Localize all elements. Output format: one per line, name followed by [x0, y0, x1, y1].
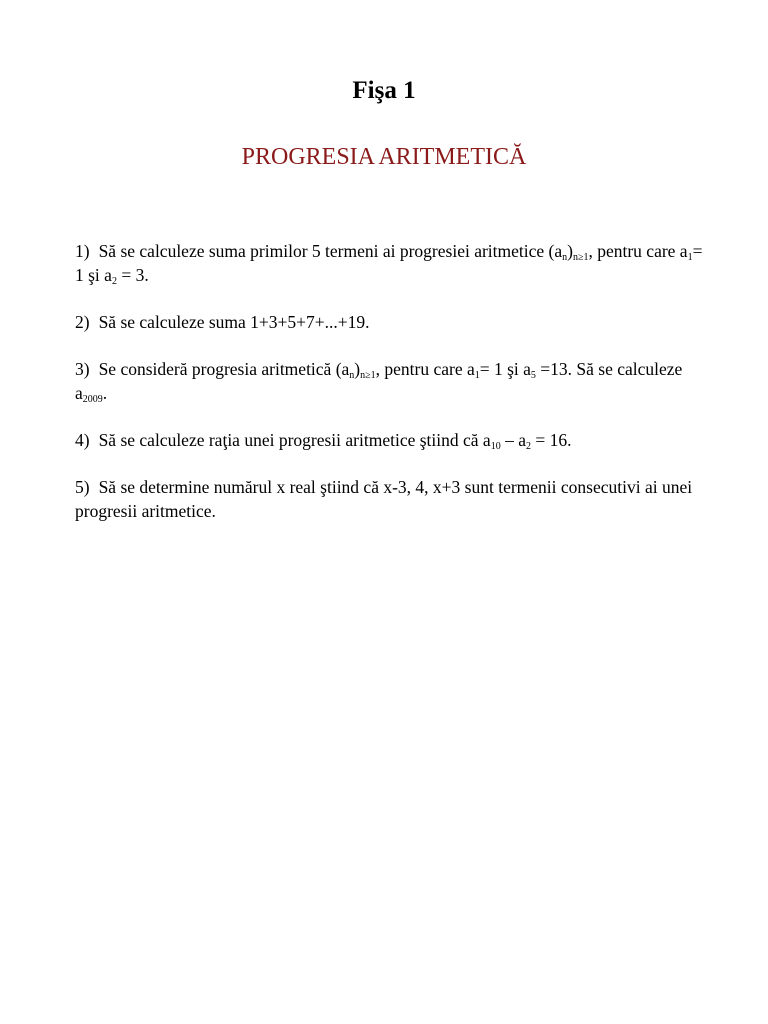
exercise-text: = 3.: [116, 265, 149, 285]
exercise-subscript: 2: [111, 276, 117, 287]
exercise-item: [75, 357, 705, 405]
exercise-subscript: n: [562, 252, 568, 263]
exercise-subscript: n≥1: [360, 370, 376, 381]
exercise-text: Să se calculeze raţia unei progresii aritmetice ştiind că a: [98, 430, 491, 450]
exercise-subscript: 10: [490, 441, 501, 452]
exercise-number: 1): [75, 241, 90, 261]
exercise-item: [75, 475, 705, 523]
exercise-text: Să se calculeze suma 1+3+5+7+...+19.: [98, 312, 370, 332]
exercise-subscript: n: [349, 370, 355, 381]
exercise-text: Se consideră progresia aritmetică (a: [98, 359, 350, 379]
exercise-text: , pentru care a: [375, 359, 475, 379]
exercise-text: =13. Să se calculeze a: [75, 359, 683, 403]
exercise-number: 5): [75, 477, 90, 497]
document-subtitle: PROGRESIA ARITMETICĂ: [241, 144, 527, 170]
exercise-text: = 1 şi a: [479, 359, 531, 379]
document-title: Fişa 1: [352, 77, 416, 104]
exercise-text: – a: [500, 430, 526, 450]
exercise-item: [75, 310, 705, 334]
exercise-text: Să se calculeze suma primilor 5 termeni ai progresiei aritmetice (a: [98, 241, 563, 261]
exercise-text: , pentru care a: [588, 241, 688, 261]
exercise-text: ): [567, 241, 573, 261]
exercise-list: [75, 239, 705, 546]
exercise-number: 3): [75, 359, 90, 379]
exercise-number: 2): [75, 312, 90, 332]
exercise-text: Să se determine numărul x real ştiind că x-3, 4, x+3 sunt termenii consecutivi ai unei progresii aritmetice.: [75, 477, 693, 521]
exercise-text: .: [102, 383, 108, 403]
exercise-number: 4): [75, 430, 90, 450]
exercise-subscript: 2: [525, 441, 531, 452]
exercise-subscript: n≥1: [572, 252, 589, 263]
exercise-subscript: 1: [474, 370, 480, 381]
exercise-text: = 1 şi a: [75, 241, 703, 285]
exercise-text: ): [354, 359, 361, 379]
exercise-text: = 16.: [530, 430, 572, 450]
exercise-item: [75, 428, 705, 452]
exercise-subscript: 1: [687, 252, 693, 263]
exercise-subscript: 5: [530, 370, 536, 381]
exercise-item: [75, 239, 705, 287]
exercise-subscript: 2009: [82, 394, 103, 405]
